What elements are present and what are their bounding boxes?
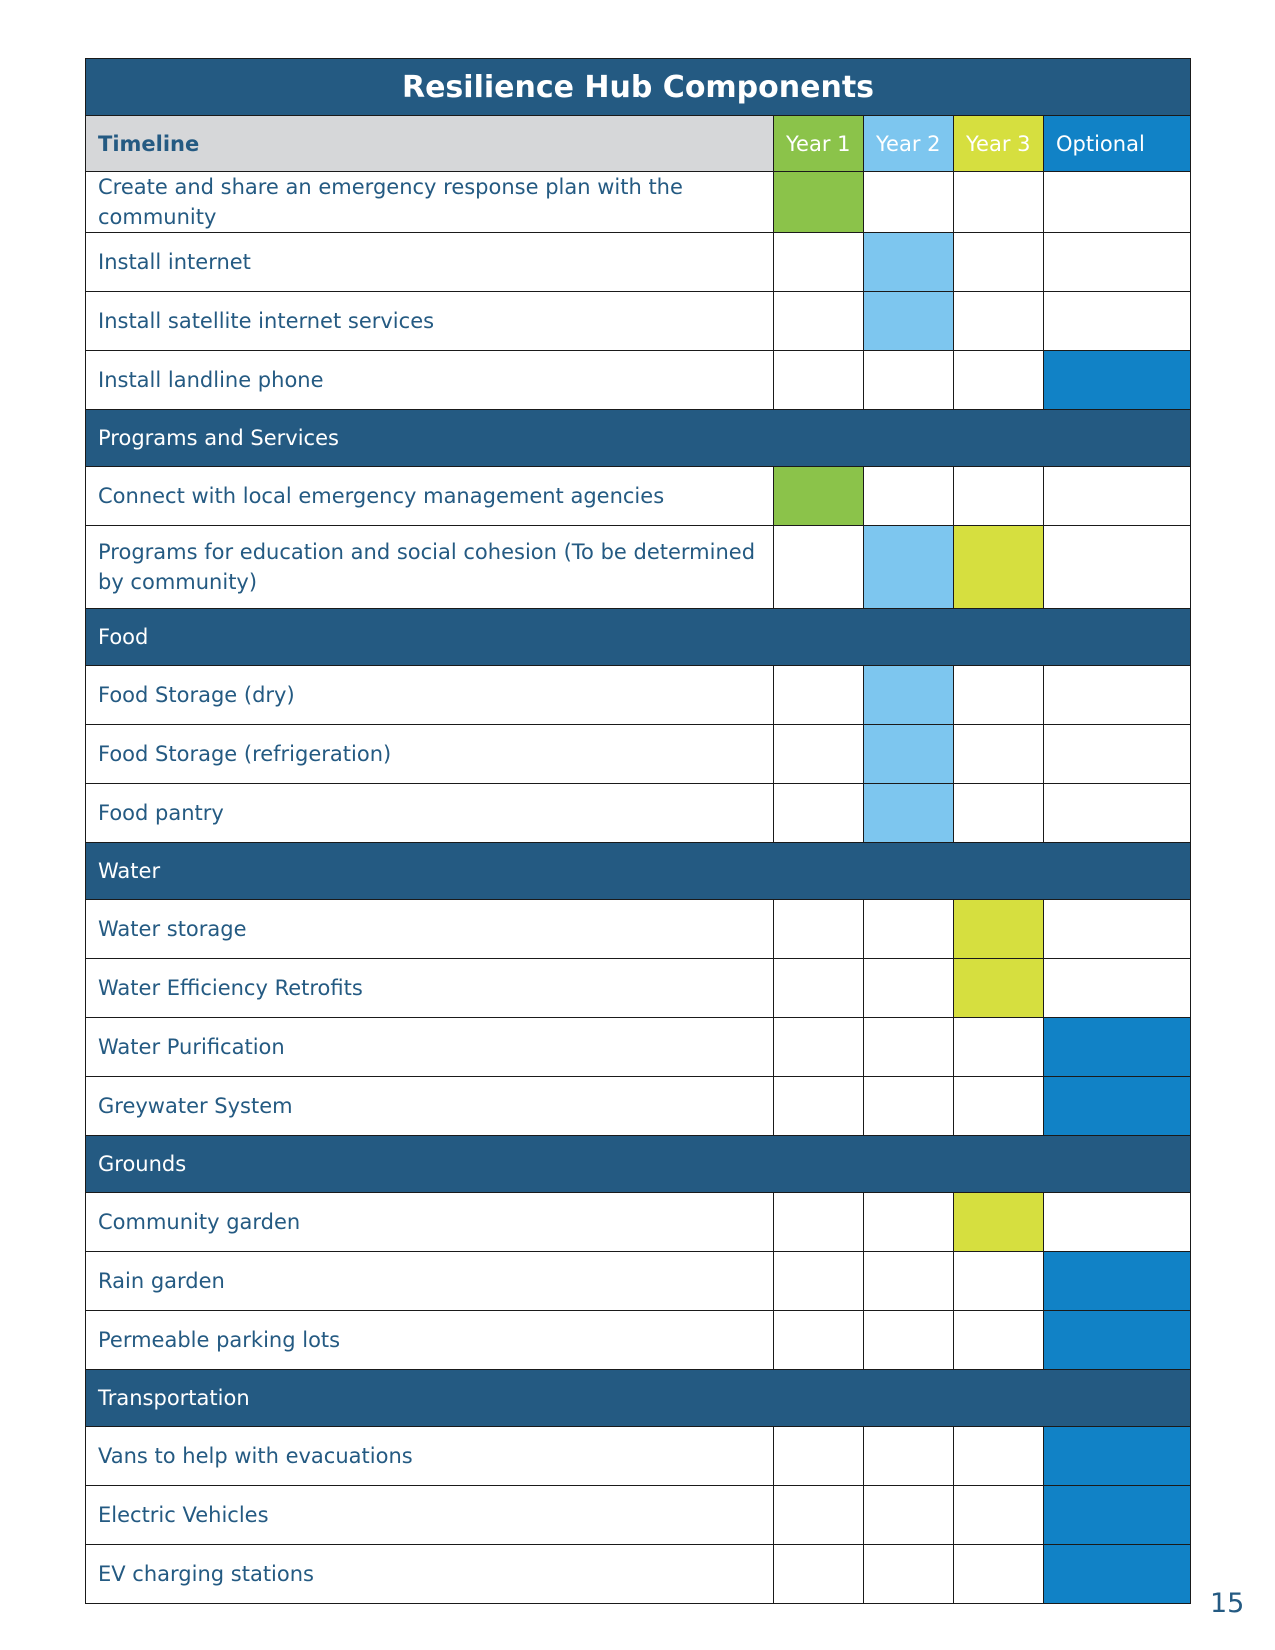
section-heading: Transportation xyxy=(86,1370,1191,1427)
optional-cell xyxy=(1044,1545,1191,1604)
year2-cell xyxy=(864,1427,954,1486)
table-row xyxy=(86,1077,1191,1136)
row-label: Water Purification xyxy=(86,1018,774,1077)
optional-cell xyxy=(1044,1252,1191,1311)
year1-cell xyxy=(774,1193,864,1252)
row-label: Food pantry xyxy=(86,784,774,843)
table-row xyxy=(86,1311,1191,1370)
optional-cell xyxy=(1044,1311,1191,1370)
year3-cell xyxy=(954,784,1044,843)
year1-cell xyxy=(774,1427,864,1486)
year1-cell xyxy=(774,1077,864,1136)
section-heading: Grounds xyxy=(86,1136,1191,1193)
table-row xyxy=(86,526,1191,609)
year3-cell xyxy=(954,900,1044,959)
year3-cell xyxy=(954,666,1044,725)
year3-cell xyxy=(954,1193,1044,1252)
year3-cell xyxy=(954,1018,1044,1077)
optional-cell xyxy=(1044,959,1191,1018)
header-year-3: Year 3 xyxy=(954,116,1044,172)
year3-cell xyxy=(954,1077,1044,1136)
optional-cell xyxy=(1044,1486,1191,1545)
optional-cell xyxy=(1044,292,1191,351)
row-label: Water Efficiency Retrofits xyxy=(86,959,774,1018)
optional-cell xyxy=(1044,784,1191,843)
year1-cell xyxy=(774,467,864,526)
table-row xyxy=(86,1018,1191,1077)
year3-cell xyxy=(954,172,1044,233)
row-label: EV charging stations xyxy=(86,1545,774,1604)
year1-cell xyxy=(774,526,864,609)
row-label: Install satellite internet services xyxy=(86,292,774,351)
row-label: Create and share an emergency response plan with the community xyxy=(86,172,774,233)
year2-cell xyxy=(864,1311,954,1370)
row-label: Water storage xyxy=(86,900,774,959)
header-timeline: Timeline xyxy=(86,116,774,172)
year2-cell xyxy=(864,959,954,1018)
year1-cell xyxy=(774,172,864,233)
section-row xyxy=(86,843,1191,900)
row-label: Programs for education and social cohesion (To be determined by community) xyxy=(86,526,774,609)
optional-cell xyxy=(1044,725,1191,784)
year2-cell xyxy=(864,784,954,843)
row-label: Electric Vehicles xyxy=(86,1486,774,1545)
year3-cell xyxy=(954,1252,1044,1311)
section-row xyxy=(86,1136,1191,1193)
row-label: Greywater System xyxy=(86,1077,774,1136)
year1-cell xyxy=(774,900,864,959)
year2-cell xyxy=(864,1077,954,1136)
year2-cell xyxy=(864,1193,954,1252)
section-heading: Food xyxy=(86,609,1191,666)
row-label: Install internet xyxy=(86,233,774,292)
year2-cell xyxy=(864,172,954,233)
year2-cell xyxy=(864,292,954,351)
section-heading: Programs and Services xyxy=(86,410,1191,467)
table-row xyxy=(86,1486,1191,1545)
table-row xyxy=(86,1193,1191,1252)
title-row xyxy=(86,59,1191,116)
year2-cell xyxy=(864,351,954,410)
optional-cell xyxy=(1044,467,1191,526)
year2-cell xyxy=(864,1018,954,1077)
table-row xyxy=(86,784,1191,843)
section-row xyxy=(86,410,1191,467)
header-year-1: Year 1 xyxy=(774,116,864,172)
table-row xyxy=(86,292,1191,351)
year3-cell xyxy=(954,526,1044,609)
optional-cell xyxy=(1044,1018,1191,1077)
table-row xyxy=(86,900,1191,959)
year2-cell xyxy=(864,1252,954,1311)
year1-cell xyxy=(774,1252,864,1311)
year2-cell xyxy=(864,1545,954,1604)
year2-cell xyxy=(864,725,954,784)
year2-cell xyxy=(864,233,954,292)
table-row xyxy=(86,467,1191,526)
row-label: Food Storage (dry) xyxy=(86,666,774,725)
table-title: Resilience Hub Components xyxy=(86,59,1191,116)
optional-cell xyxy=(1044,233,1191,292)
header-year-2: Year 2 xyxy=(864,116,954,172)
year3-cell xyxy=(954,351,1044,410)
year1-cell xyxy=(774,1311,864,1370)
header-row xyxy=(86,116,1191,172)
table-row xyxy=(86,959,1191,1018)
year1-cell xyxy=(774,233,864,292)
year3-cell xyxy=(954,233,1044,292)
table-row xyxy=(86,351,1191,410)
year3-cell xyxy=(954,1311,1044,1370)
year3-cell xyxy=(954,959,1044,1018)
optional-cell xyxy=(1044,900,1191,959)
optional-cell xyxy=(1044,1427,1191,1486)
year2-cell xyxy=(864,900,954,959)
year1-cell xyxy=(774,351,864,410)
table-row xyxy=(86,172,1191,233)
year3-cell xyxy=(954,1427,1044,1486)
row-label: Rain garden xyxy=(86,1252,774,1311)
row-label: Food Storage (refrigeration) xyxy=(86,725,774,784)
table-row xyxy=(86,725,1191,784)
section-row xyxy=(86,609,1191,666)
table-body xyxy=(86,172,1191,1604)
optional-cell xyxy=(1044,1193,1191,1252)
year1-cell xyxy=(774,1545,864,1604)
year3-cell xyxy=(954,725,1044,784)
year1-cell xyxy=(774,1018,864,1077)
table-row xyxy=(86,1427,1191,1486)
table-row xyxy=(86,233,1191,292)
year1-cell xyxy=(774,1486,864,1545)
optional-cell xyxy=(1044,172,1191,233)
year1-cell xyxy=(774,959,864,1018)
year1-cell xyxy=(774,666,864,725)
year1-cell xyxy=(774,784,864,843)
page-number: 15 xyxy=(1210,1588,1245,1619)
year2-cell xyxy=(864,467,954,526)
table-row xyxy=(86,1545,1191,1604)
row-label: Permeable parking lots xyxy=(86,1311,774,1370)
year2-cell xyxy=(864,666,954,725)
section-row xyxy=(86,1370,1191,1427)
year2-cell xyxy=(864,526,954,609)
year3-cell xyxy=(954,1486,1044,1545)
section-heading: Water xyxy=(86,843,1191,900)
row-label: Community garden xyxy=(86,1193,774,1252)
row-label: Vans to help with evacuations xyxy=(86,1427,774,1486)
row-label: Connect with local emergency management agencies xyxy=(86,467,774,526)
table-row xyxy=(86,1252,1191,1311)
optional-cell xyxy=(1044,1077,1191,1136)
header-optional: Optional xyxy=(1044,116,1191,172)
year1-cell xyxy=(774,725,864,784)
optional-cell xyxy=(1044,351,1191,410)
row-label: Install landline phone xyxy=(86,351,774,410)
optional-cell xyxy=(1044,526,1191,609)
year3-cell xyxy=(954,1545,1044,1604)
year3-cell xyxy=(954,292,1044,351)
year2-cell xyxy=(864,1486,954,1545)
year1-cell xyxy=(774,292,864,351)
year3-cell xyxy=(954,467,1044,526)
components-table xyxy=(85,58,1191,1604)
table-row xyxy=(86,666,1191,725)
optional-cell xyxy=(1044,666,1191,725)
